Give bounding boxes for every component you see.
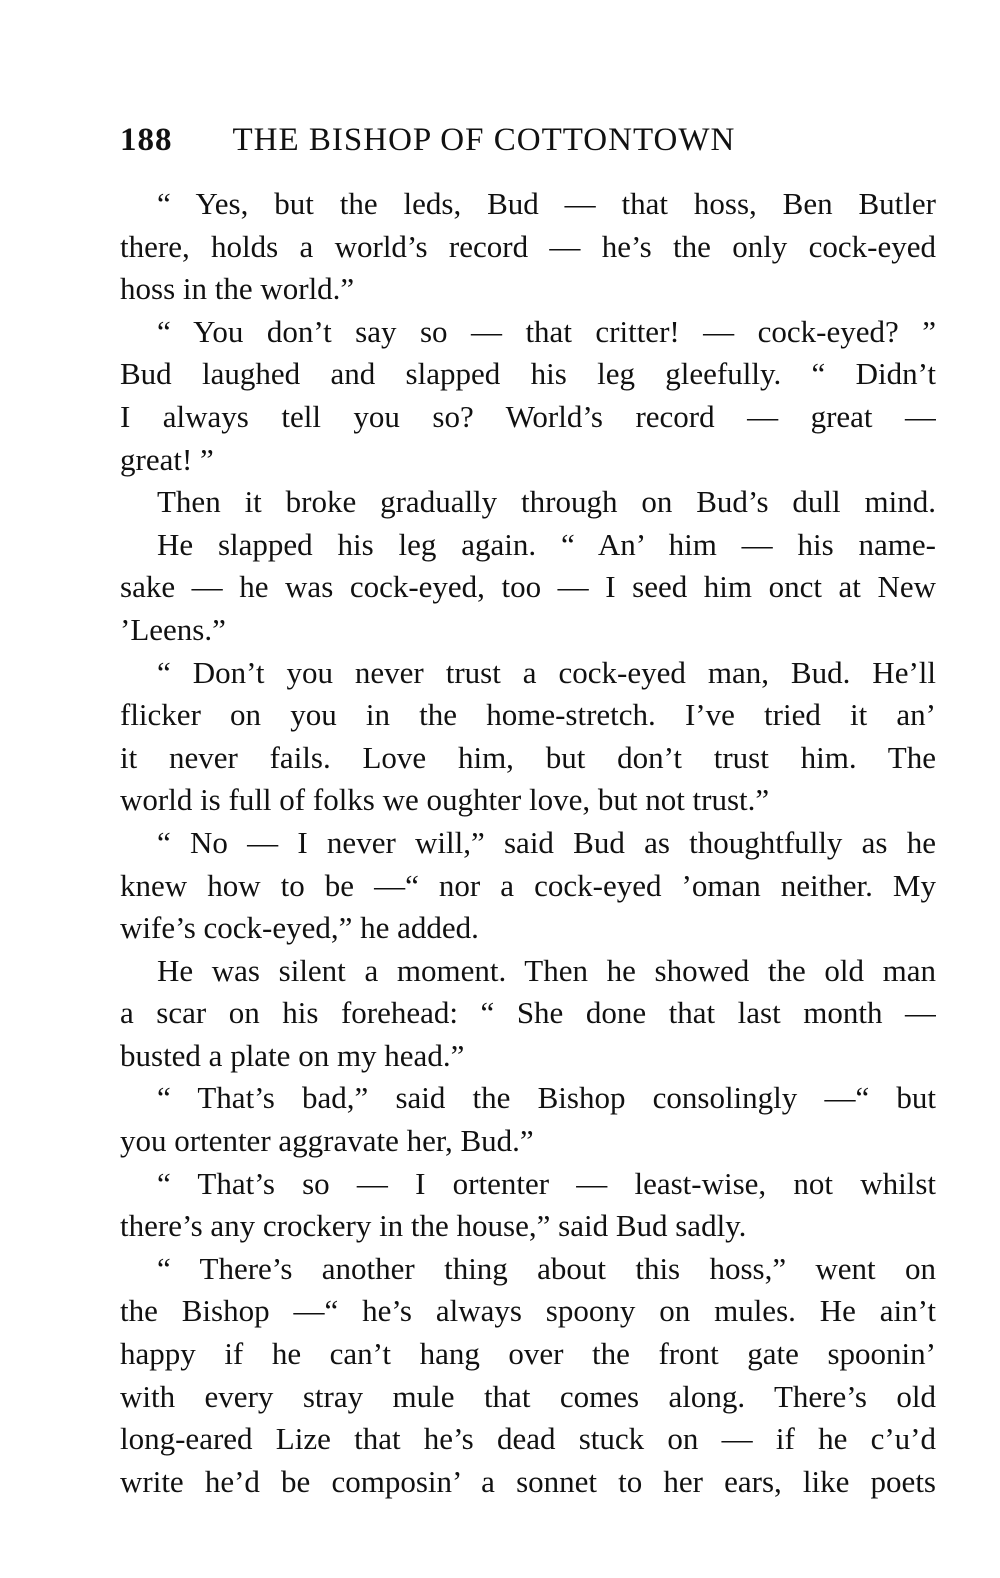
text-line: it never fails. Love him, but don’t trust him. The bbox=[120, 739, 936, 775]
text-line: flicker on you in the home-stretch. I’ve tried it an’ bbox=[120, 697, 936, 733]
text-line: He was silent a moment. Then he showed the old man bbox=[157, 952, 936, 988]
text-line: happy if he can’t hang over the front gate spoonin’ bbox=[120, 1336, 936, 1372]
text-line: “ That’s so — I ortenter — least-wise, not whilst bbox=[157, 1165, 936, 1201]
text-line: with every stray mule that comes along. There’s old bbox=[120, 1378, 936, 1414]
text-line: “ There’s another thing about this hoss,” went on bbox=[157, 1250, 936, 1286]
text-line: He slapped his leg again. “ An’ him — his name- bbox=[157, 526, 936, 562]
text-line: a scar on his forehead: “ She done that last month — bbox=[120, 995, 936, 1031]
text-line: knew how to be —“ nor a cock-eyed ’oman neither. My bbox=[120, 867, 936, 903]
text-line: world is full of folks we oughter love, but not trust.” bbox=[120, 782, 770, 818]
text-line: “ You don’t say so — that critter! — cock-eyed? ” bbox=[157, 313, 936, 349]
text-line: long-eared Lize that he’s dead stuck on — if he c’u’d bbox=[120, 1421, 936, 1457]
text-line: ’Leens.” bbox=[120, 611, 226, 647]
page-number: 188 bbox=[120, 122, 173, 158]
page-header bbox=[120, 116, 940, 164]
text-line: you ortenter aggravate her, Bud.” bbox=[120, 1123, 534, 1159]
text-line: the Bishop —“ he’s always spoony on mules. He ain’t bbox=[120, 1293, 936, 1329]
text-line: Bud laughed and slapped his leg gleefully. “ Didn’t bbox=[120, 356, 936, 392]
text-line: I always tell you so? World’s record — great — bbox=[120, 398, 936, 434]
text-line: there, holds a world’s record — he’s the only cock-eyed bbox=[120, 228, 936, 264]
text-line: “ Don’t you never trust a cock-eyed man, Bud. He’ll bbox=[157, 654, 936, 690]
text-line: hoss in the world.” bbox=[120, 271, 355, 307]
text-line: wife’s cock-eyed,” he added. bbox=[120, 910, 479, 946]
text-line: busted a plate on my head.” bbox=[120, 1037, 465, 1073]
text-line: Then it broke gradually through on Bud’s dull mind. bbox=[157, 484, 936, 520]
text-line: sake — he was cock-eyed, too — I seed him onct at New bbox=[120, 569, 936, 605]
running-title: THE BISHOP OF COTTONTOWN bbox=[232, 122, 736, 158]
text-line: write he’d be composin’ a sonnet to her ears, like poets bbox=[120, 1463, 936, 1499]
text-line: great! ” bbox=[120, 441, 214, 477]
text-line: “ Yes, but the leds, Bud — that hoss, Ben Butler bbox=[157, 186, 936, 221]
text-line: “ That’s bad,” said the Bishop consolingly —“ but bbox=[157, 1080, 936, 1116]
body-text bbox=[120, 183, 936, 1503]
text-line: there’s any crockery in the house,” said Bud sadly. bbox=[120, 1208, 747, 1244]
text-line: “ No — I never will,” said Bud as thoughtfully as he bbox=[157, 824, 936, 860]
